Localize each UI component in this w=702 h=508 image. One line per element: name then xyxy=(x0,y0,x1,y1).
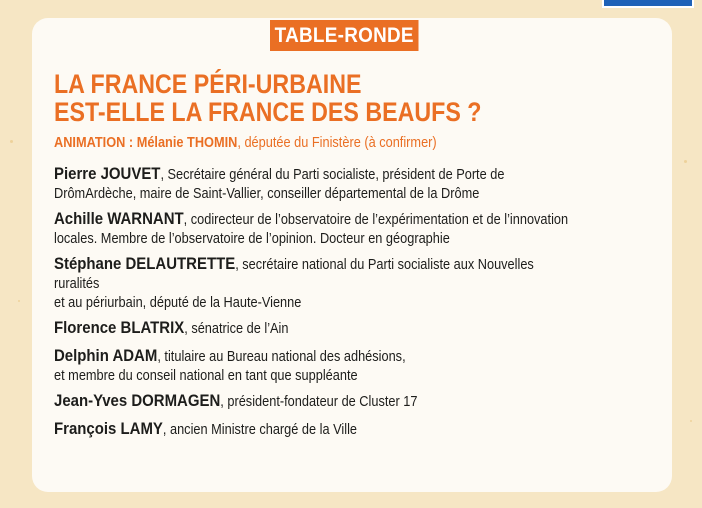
participant xyxy=(54,318,568,339)
participant-description: , secrétaire national du Parti socialiste aux Nouvelles xyxy=(235,257,534,273)
participant-description: , président-fondateur de Cluster 17 xyxy=(220,394,418,410)
participant-name: Florence BLATRIX xyxy=(54,318,185,337)
participant-name: Achille WARNANT xyxy=(54,209,184,228)
participant-description: et membre du conseil national en tant que suppléante xyxy=(54,368,358,384)
participant-description: et au périurbain, député de la Haute-Vienne xyxy=(54,295,302,311)
background-speck xyxy=(684,160,687,163)
participant-description: , Secrétaire général du Parti socialiste, président de Porte de xyxy=(160,167,505,183)
participant-description: locales. Membre de l’observatoire de l’opinion. Docteur en géographie xyxy=(54,231,450,247)
corner-banner xyxy=(602,0,694,8)
participant-description: , ancien Ministre chargé de la Ville xyxy=(162,422,358,438)
participant xyxy=(54,209,568,249)
event-type-badge: TABLE-RONDE xyxy=(270,20,419,51)
background-speck xyxy=(18,300,20,302)
animation-label: ANIMATION : xyxy=(54,135,137,151)
participant-description: , sénatrice de l’Ain xyxy=(184,321,289,337)
participant xyxy=(54,391,568,412)
participant-name: Jean-Yves DORMAGEN xyxy=(54,391,221,410)
background-speck xyxy=(690,420,692,422)
title-line: EST-ELLE LA FRANCE DES BEAUFS ? xyxy=(54,97,482,127)
participant-description: , codirecteur de l’observatoire de l’expérimentation et de l’innovation xyxy=(183,212,569,228)
participant-name: François LAMY xyxy=(54,419,163,438)
animator-name: Mélanie THOMIN xyxy=(136,135,238,151)
title-line: LA FRANCE PÉRI-URBAINE xyxy=(54,69,362,99)
animator-role: , députée du Finistère (à confirmer) xyxy=(237,135,437,151)
background-speck xyxy=(10,140,13,143)
participant-name: Delphin ADAM xyxy=(54,346,158,365)
participant-name: Stéphane DELAUTRETTE xyxy=(54,254,236,273)
participant-description: , titulaire au Bureau national des adhésions, xyxy=(157,349,406,365)
participant xyxy=(54,164,568,204)
participant xyxy=(54,254,568,313)
event-title xyxy=(54,70,481,126)
participant-description: DrômArdèche, maire de Saint-Vallier, conseiller départemental de la Drôme xyxy=(54,186,480,202)
animation-line xyxy=(54,134,437,152)
participant-name: Pierre JOUVET xyxy=(54,164,161,183)
participant-list xyxy=(54,164,638,440)
participant xyxy=(54,419,568,440)
participant-description: ruralités xyxy=(54,276,100,292)
participant xyxy=(54,346,568,386)
